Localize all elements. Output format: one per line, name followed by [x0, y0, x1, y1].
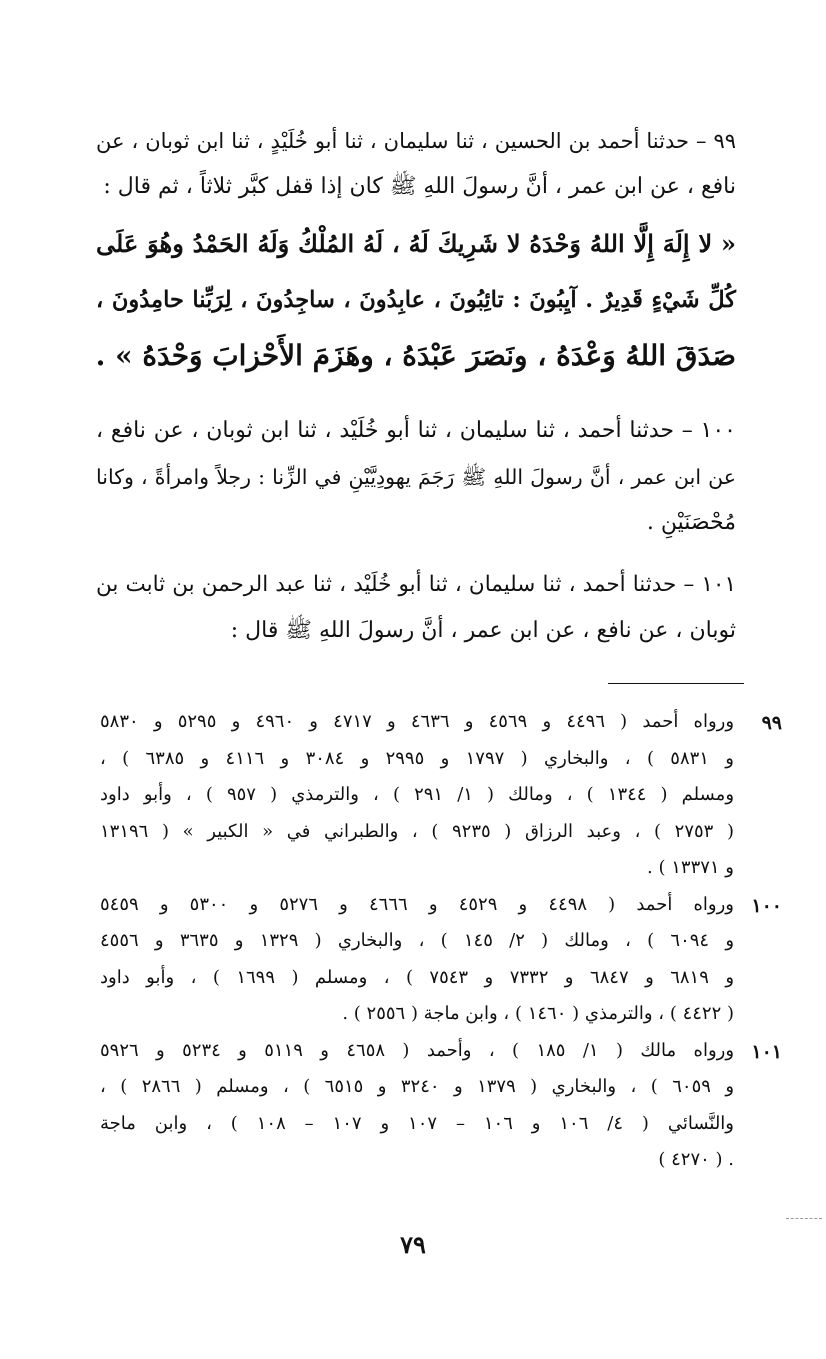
- scan-edge-mark: [786, 1218, 822, 1219]
- footnote-line: و ١٣٣٧١ ) .: [647, 857, 734, 878]
- footnote-number: ٩٩: [761, 712, 782, 734]
- footnote-number: ١٠٠: [751, 894, 782, 917]
- hadith-101-line-1: ١٠١ – حدثنا أحمد ، ثنا سليمان ، ثنا أبو خُلَيْد ، ثنا عبد الرحمن بن ثابت بن: [96, 572, 736, 597]
- hadith-100: [96, 408, 736, 546]
- footnote-number: ١٠١: [751, 1040, 782, 1063]
- footnote-line: ورواه مالك ( ١/ ١٨٥ ) ، وأحمد ( ٤٦٥٨ و ٥١١٩ و ٥٢٣٤ و ٥٩٢٦: [100, 1039, 735, 1061]
- hadith-101-line-2: ثوبان ، عن نافع ، عن ابن عمر ، أنَّ رسولَ اللهِ ﷺ قال :: [230, 618, 736, 643]
- footnote-100: [100, 887, 782, 1033]
- footnote-divider: [608, 683, 744, 684]
- page-number: ٧٩: [400, 1230, 426, 1259]
- hadith-100-line-3: مُحْصَنَيْنِ .: [646, 510, 736, 535]
- footnote-line: ( ٤٤٢٢ ) ، والترمذي ( ١٤٦٠ ) ، وابن ماجة ( ٢٥٥٦ ) .: [342, 1003, 734, 1024]
- footnote-line: و ٦٠٥٩ ) ، والبخاري ( ١٣٧٩ و ٣٢٤٠ و ٦٥١٥ ) ، ومسلم ( ٢٨٦٦ ) ،: [100, 1076, 735, 1097]
- footnote-line: ومسلم ( ١٣٤٤ ) ، ومالك ( ١/ ٢٩١ ) ، والترمذي ( ٩٥٧ ) ، وأبو داود: [100, 784, 735, 805]
- hadith-99-line-1: ٩٩ – حدثنا أحمد بن الحسين ، ثنا سليمان ، ثنا أبو خُلَيْدٍ ، ثنا ابن ثوبان ، عن: [96, 129, 736, 153]
- hadith-99-line-2: نافع ، عن ابن عمر ، أنَّ رسولَ اللهِ ﷺ كان إذا قفل كبَّر ثلاثاً ، ثم قال :: [103, 174, 736, 199]
- footnote-line: ورواه أحمد ( ٤٤٩٦ و ٤٥٦٩ و ٤٦٣٦ و ٤٧١٧ و ٤٩٦٠ و ٥٢٩٥ و ٥٨٣٠: [100, 711, 735, 732]
- footnote-line: ورواه أحمد ( ٤٤٩٨ و ٤٥٢٩ و ٤٦٦٦ و ٥٢٧٦ و ٥٣٠٠ و ٥٤٥٩: [100, 893, 734, 915]
- footnote-line: و ٦٠٩٤ ) ، ومالك ( ٢/ ١٤٥ ) ، والبخاري ( ١٣٢٩ و ٣٦٣٥ و ٤٥٥٦: [100, 930, 735, 951]
- hadith-100-line-2: عن ابن عمر ، أنَّ رسولَ اللهِ ﷺ رَجَمَ يهودِيَّيْنِ في الزِّنا : رجلاً وامرأةً ، وكانا: [96, 465, 736, 489]
- footnote-line: والنَّسائي ( ٤/ ١٠٦ و ١٠٦ – ١٠٧ و ١٠٧ – ١٠٨ ) ، وابن ماجة: [100, 1112, 734, 1134]
- footnote-line: ( ٤٢٧٠ ) .: [658, 1149, 734, 1170]
- footnote-99: [100, 704, 782, 887]
- hadith-101: [96, 562, 736, 654]
- footnote-101: [100, 1033, 782, 1179]
- footnote-line: و ٥٨٣١ ) ، والبخاري ( ١٧٩٧ و ٢٩٩٥ و ٣٠٨٤ و ٤١١٦ و ٦٣٨٥ ) ،: [100, 747, 734, 769]
- hadith-100-line-1: ١٠٠ – حدثنا أحمد ، ثنا سليمان ، ثنا أبو خُلَيْد ، ثنا ابن ثوبان ، عن نافع ،: [96, 418, 736, 443]
- footnotes: [100, 704, 782, 1179]
- hadith-99-dua-line-1: « لا إِلَهَ إِلَّا اللهُ وَحْدَهُ لا شَرِيكَ لَهُ ، لَهُ المُلْكُ وَلَهُ الحَمْدُ وهُوَ عَلَى: [96, 229, 736, 258]
- hadith-99-dua-line-3: صَدَقَ اللهُ وَعْدَهُ ، ونَصَرَ عَبْدَهُ ، وهَزَمَ الأَحْزابَ وَحْدَهُ » .: [95, 339, 736, 372]
- hadith-99: [96, 118, 736, 384]
- hadith-99-dua-line-2: كُلِّ شَيْءٍ قَدِيرٌ . آيِبُونَ : تائِبُونَ ، عابِدُونَ ، ساجِدُونَ ، لِرَبِّنا حامِدُونَ ،: [96, 287, 736, 313]
- footnote-line: و ٦٨١٩ و ٦٨٤٧ و ٧٣٣٢ و ٧٥٤٣ ) ، ومسلم ( ١٦٩٩ ) ، وأبو داود: [100, 966, 735, 988]
- footnote-line: ( ٢٧٥٣ ) ، وعبد الرزاق ( ٩٢٣٥ ) ، والطبراني في « الكبير » ( ١٣١٩٦: [100, 820, 734, 842]
